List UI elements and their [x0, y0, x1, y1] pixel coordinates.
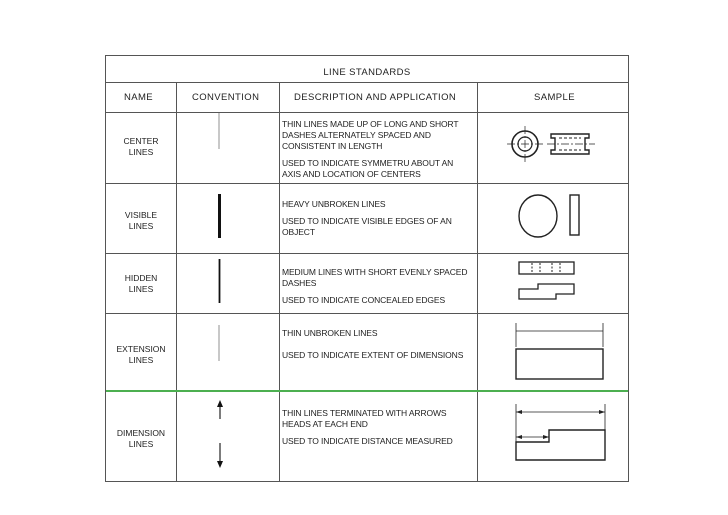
row-divider	[106, 183, 628, 184]
dimension-line-sample	[511, 402, 611, 464]
row-desc-visible: HEAVY UNBROKEN LINES USED TO INDICATE VISIBLE EDGES OF AN OBJECT	[282, 199, 452, 237]
visible-line-convention	[217, 194, 223, 242]
table-title: LINE STANDARDS	[106, 56, 628, 83]
row-divider	[106, 313, 628, 314]
row-divider	[106, 112, 628, 113]
row-divider-highlight	[106, 390, 628, 392]
row-desc-hidden: MEDIUM LINES WITH SHORT EVENLY SPACED DASHES USED TO INDICATE CONCEALED EDGES	[282, 267, 468, 305]
row-desc-extension: THIN UNBROKEN LINES USED TO INDICATE EXTENT OF DIMENSIONS	[282, 328, 464, 360]
center-line-convention	[218, 113, 222, 153]
column-divider	[477, 82, 478, 481]
header-convention: CONVENTION	[192, 92, 260, 103]
hidden-line-convention	[218, 259, 222, 305]
header-description: DESCRIPTION AND APPLICATION	[294, 92, 457, 103]
header-name: NAME	[124, 92, 154, 103]
extension-line-convention	[218, 325, 222, 365]
line-standards-table	[105, 55, 629, 482]
hidden-line-sample	[516, 259, 586, 309]
extension-line-sample	[511, 319, 611, 385]
row-name-center: CENTER LINES	[123, 136, 159, 157]
row-name-visible: VISIBLE LINES	[124, 210, 158, 231]
visible-line-sample	[511, 191, 591, 241]
column-divider	[176, 82, 177, 481]
row-desc-dimension: THIN LINES TERMINATED WITH ARROWS HEADS AT EACH END USED TO INDICATE DISTANCE MEASURED	[282, 408, 453, 446]
column-divider	[279, 82, 280, 481]
center-line-sample	[501, 116, 601, 166]
row-divider	[106, 253, 628, 254]
header-sample: SAMPLE	[534, 92, 575, 103]
row-name-dimension: DIMENSION LINES	[116, 428, 166, 449]
dimension-line-convention	[214, 399, 226, 471]
row-name-hidden: HIDDEN LINES	[124, 273, 158, 294]
row-desc-center: THIN LINES MADE UP OF LONG AND SHORT DASHES ALTERNATELY SPACED AND CONSISTENT IN LENGTH USED TO INDICATE SYMMETRU ABOUT AN AXIS AND LOCATION OF CENTERS	[282, 119, 459, 179]
row-name-extension: EXTENSION LINES	[116, 344, 166, 365]
